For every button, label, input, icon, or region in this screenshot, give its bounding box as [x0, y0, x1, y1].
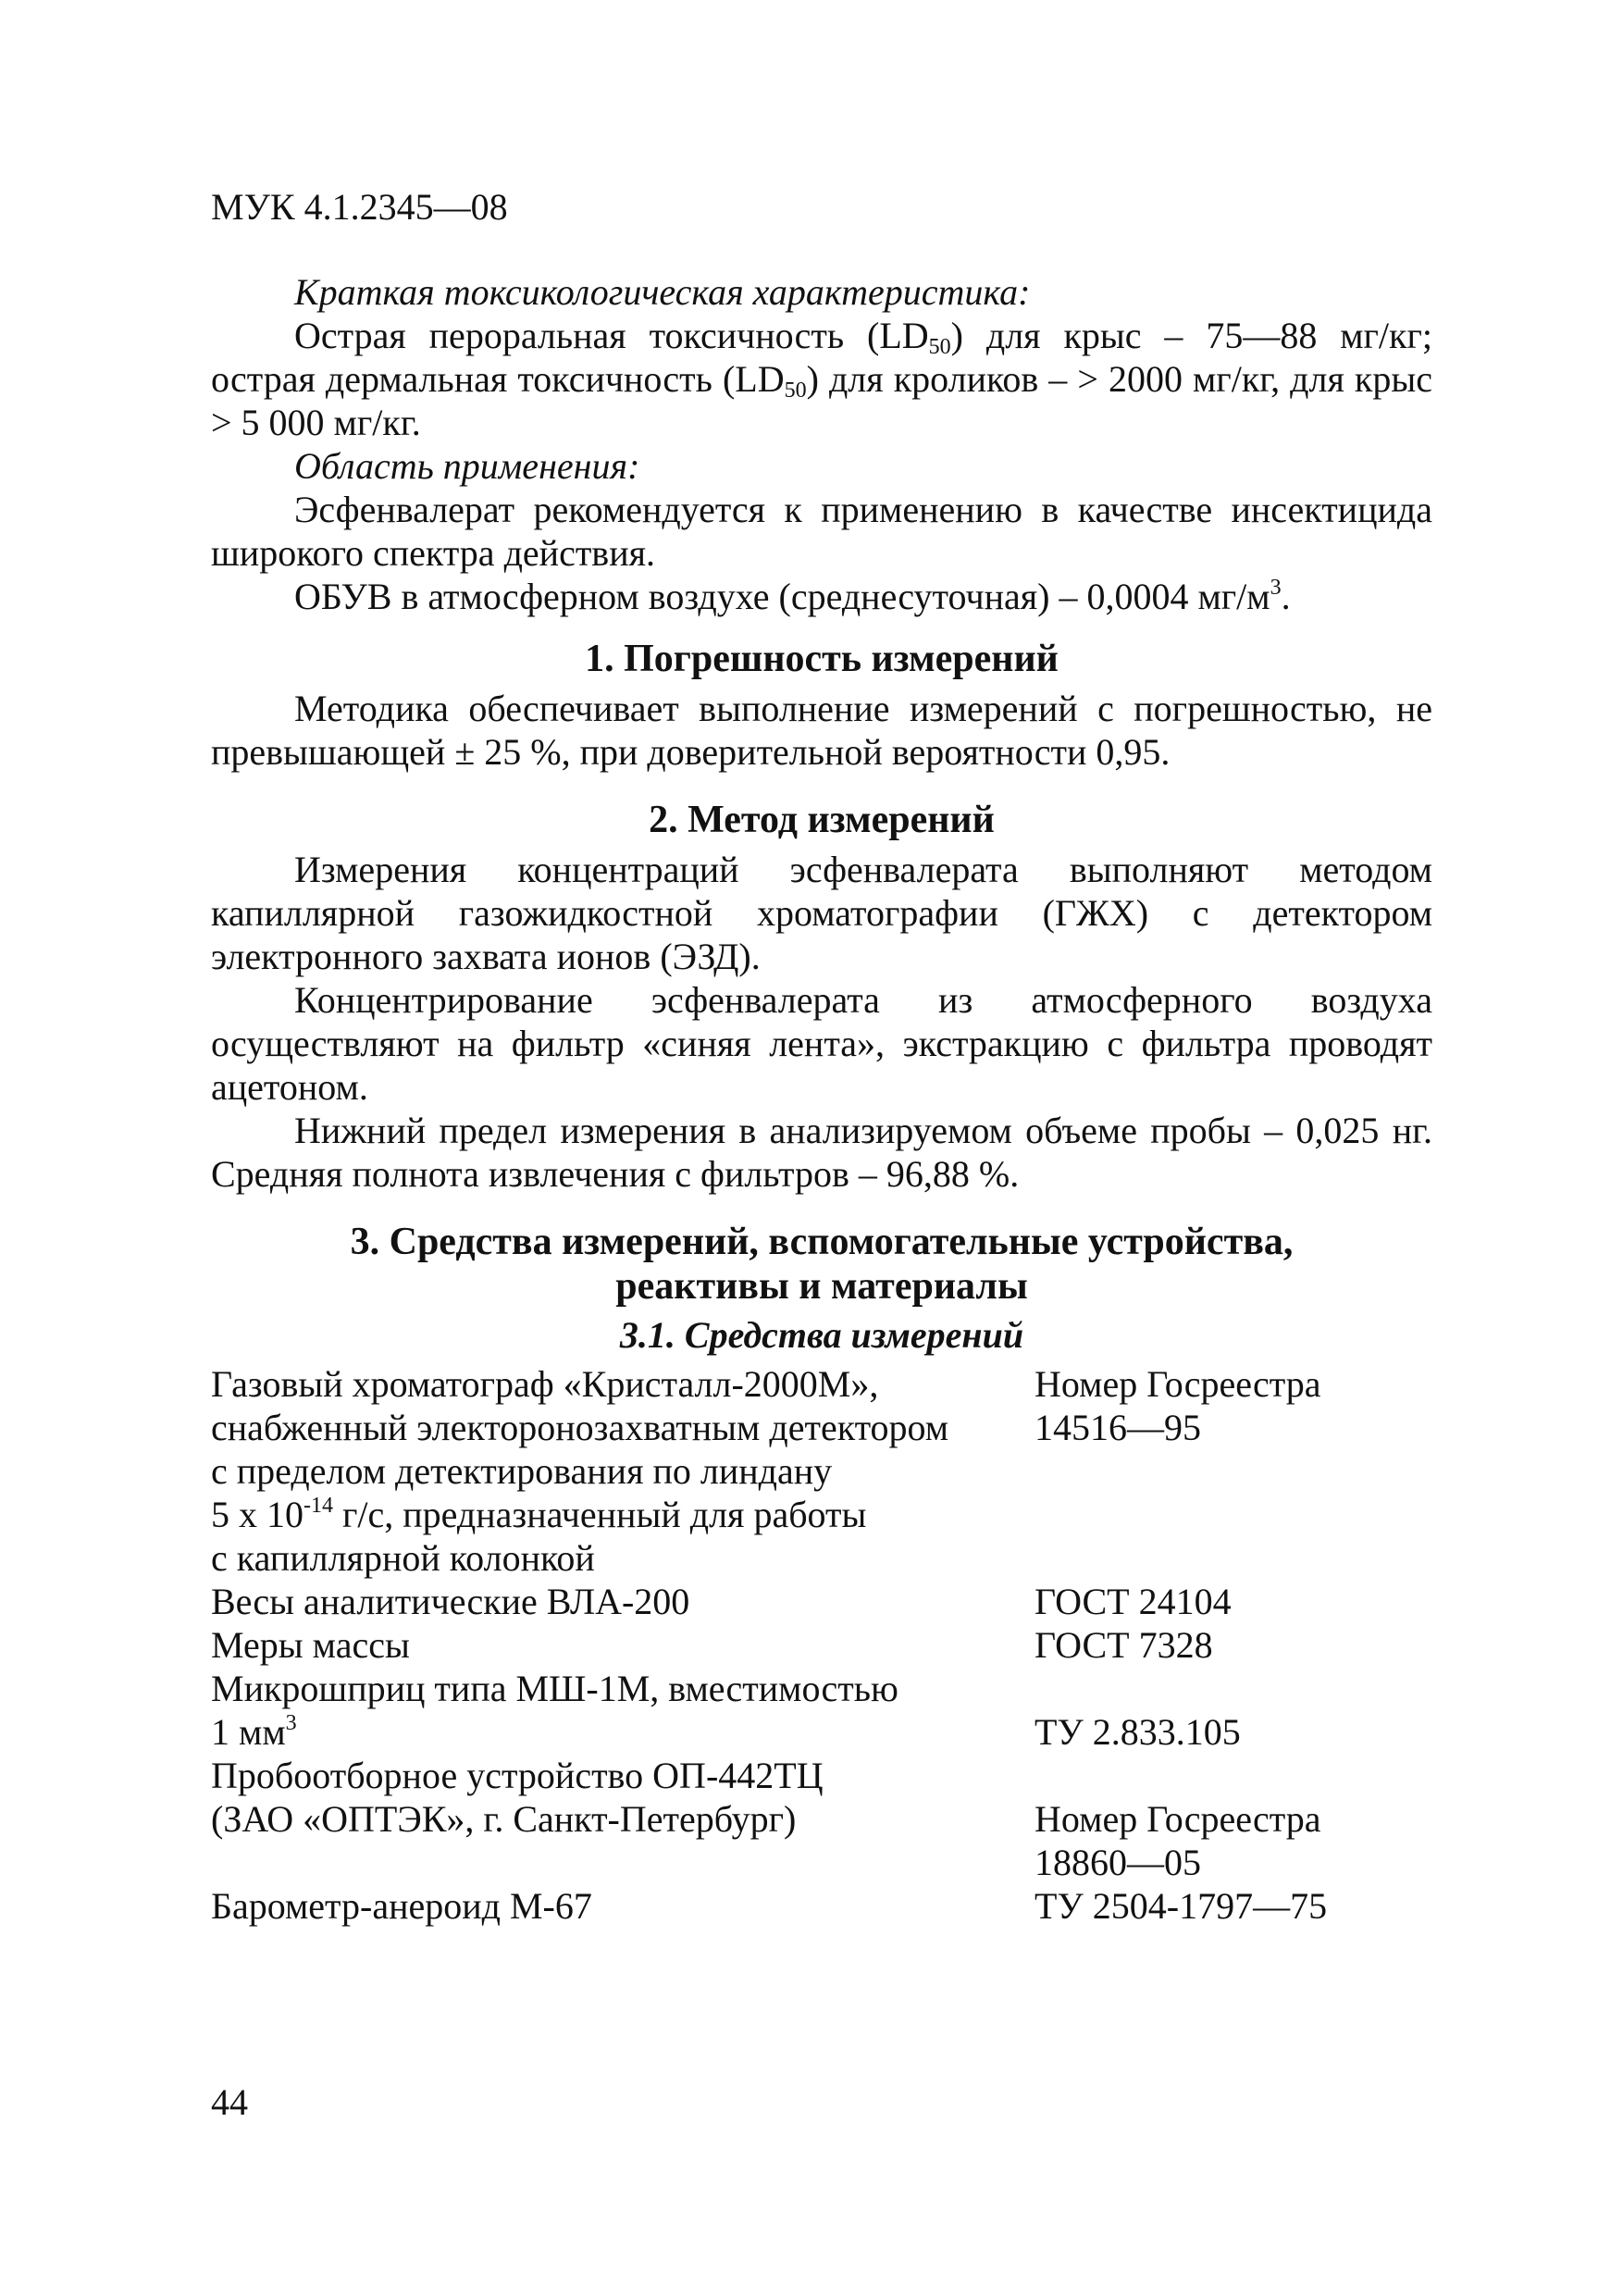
equipment-name-line: (ЗАО «ОПТЭК», г. Санкт-Петербург) — [211, 1798, 797, 1840]
equipment-item — [211, 1362, 1432, 1580]
equipment-name-text: 5 x 10 — [211, 1494, 304, 1535]
exponent-superscript: -14 — [304, 1494, 333, 1518]
section-2-paragraph-3: Нижний предел измерения в анализируемом объеме пробы – 0,025 нг. Средняя полнота извлечения с фильтров – 96,88 %. — [211, 1110, 1432, 1195]
page-number: 44 — [211, 2081, 248, 2123]
ld50-subscript: 50 — [928, 335, 951, 359]
equipment-list — [211, 1362, 1432, 1928]
equipment-reference-line: 14516—95 — [1035, 1407, 1201, 1448]
equipment-reference: ГОСТ 7328 — [1035, 1624, 1213, 1666]
section-1-paragraph: Методика обеспечивает выполнение измерений с погрешностью, не превышающей ± 25 %, при доверительной вероятности 0,95. — [211, 688, 1432, 773]
toxicology-text-2: ) для крыс – 75—88 мг/кг; острая дермальная токсичность (LD — [211, 315, 1432, 400]
unit-superscript: 3 — [1270, 576, 1282, 600]
equipment-item — [211, 1884, 1432, 1928]
section-3-title-line-2: реактивы и материалы — [615, 1265, 1028, 1308]
section-2-title: 2. Метод измерений — [649, 799, 995, 841]
obuv-text: ОБУВ в атмосферном воздухе (среднесуточная) – 0,0004 мг/м — [294, 576, 1270, 617]
equipment-item — [211, 1623, 1432, 1667]
scope-paragraph: Эсфенвалерат рекомендуется к применению в качестве инсектицида широкого спектра действия. — [211, 489, 1432, 574]
equipment-name — [211, 1667, 1035, 1754]
unit-superscript: 3 — [285, 1711, 297, 1735]
equipment-item — [211, 1754, 1432, 1884]
toxicology-heading: Краткая токсикологическая характеристика: — [294, 271, 1031, 313]
equipment-name-line — [211, 1710, 1035, 1754]
equipment-name-line: Пробоотборное устройство ОП-442ТЦ — [211, 1755, 824, 1796]
equipment-name-text: г/с, предназначенный для работы — [333, 1494, 867, 1535]
document-body — [211, 270, 1432, 1928]
toxicology-paragraph — [211, 314, 1432, 444]
toxicology-text-3: ) для кроликов – > 2000 мг/кг, для крыс > 5 000 мг/кг. — [211, 358, 1432, 443]
scope-heading: Область применения: — [294, 445, 640, 487]
running-header: МУК 4.1.2345—08 — [211, 186, 508, 228]
equipment-name-line: с капиллярной колонкой — [211, 1537, 595, 1579]
equipment-name — [211, 1754, 1035, 1841]
equipment-reference — [1035, 1362, 1432, 1449]
section-2-paragraph-1: Измерения концентраций эсфенвалерата выполняют методом капиллярной газожидкостной хроматографии (ГЖХ) с детектором электронного захвата ионов (ЭЗД). — [211, 849, 1432, 977]
equipment-name — [211, 1362, 1035, 1580]
obuv-paragraph — [211, 575, 1432, 618]
equipment-reference-line: 18860—05 — [1035, 1842, 1201, 1883]
equipment-reference-line: Номер Госреестра — [1035, 1798, 1321, 1840]
section-2-paragraph-2: Концентрирование эсфенвалерата из атмосферного воздуха осуществляют на фильтр «синяя лента», экстракцию с фильтра проводят ацетоном. — [211, 979, 1432, 1108]
obuv-text-end: . — [1281, 576, 1291, 617]
toxicology-text-1: Острая пероральная токсичность (LD — [294, 315, 929, 356]
equipment-reference: ГОСТ 24104 — [1035, 1581, 1232, 1622]
equipment-reference: ТУ 2504-1797—75 — [1035, 1885, 1328, 1927]
equipment-name-line: снабженный электоронозахватным детектором — [211, 1407, 949, 1448]
equipment-item — [211, 1580, 1432, 1623]
equipment-name: Весы аналитические ВЛА-200 — [211, 1581, 690, 1622]
section-3-title — [211, 1220, 1432, 1309]
subsection-3-1-title: 3.1. Средства измерений — [619, 1314, 1024, 1356]
equipment-name: Барометр-анероид М-67 — [211, 1885, 592, 1927]
equipment-name: Меры массы — [211, 1624, 410, 1666]
ld50-subscript: 50 — [784, 379, 807, 403]
section-1-title: 1. Погрешность измерений — [585, 638, 1059, 680]
equipment-name-line — [211, 1493, 1035, 1536]
section-3-title-line-1: 3. Средства измерений, вспомогательные устройства, — [350, 1221, 1294, 1263]
equipment-name-line: Газовый хроматограф «Кристалл-2000М», — [211, 1363, 879, 1405]
equipment-reference — [1035, 1754, 1432, 1884]
equipment-name-line: с пределом детектирования по линдану — [211, 1450, 833, 1492]
equipment-reference-line: Номер Госреестра — [1035, 1363, 1321, 1405]
equipment-reference: ТУ 2.833.105 — [1035, 1711, 1241, 1753]
equipment-name-line: Микрошприц типа МШ-1М, вместимостью — [211, 1668, 898, 1709]
equipment-item — [211, 1667, 1432, 1754]
equipment-name-text: 1 мм — [211, 1711, 286, 1753]
